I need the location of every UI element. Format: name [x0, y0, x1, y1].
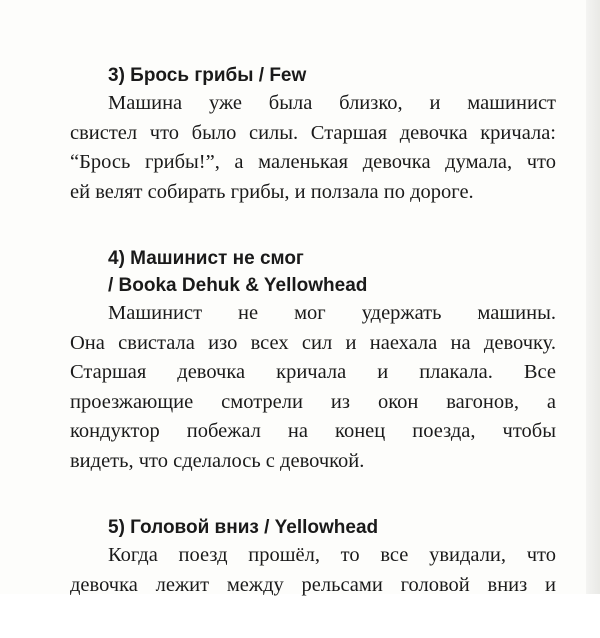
- section-paragraph: [70, 89, 556, 207]
- section-5: [70, 514, 556, 600]
- paragraph-line: Старшая девочка кричала и плакала. Все: [70, 361, 556, 383]
- section-paragraph: [70, 299, 556, 476]
- section-paragraph: [70, 541, 556, 600]
- paragraph-line: Машинист не мог удержать машины.: [108, 302, 556, 324]
- paragraph-line: ей велят собирать грибы, и ползала по дороге.: [70, 180, 474, 203]
- section-heading-credit: / Booka Dehuk & Yellowhead: [108, 275, 368, 296]
- paragraph-line: девочка лежит между рельсами головой вниз и: [70, 573, 556, 596]
- page-edge-shadow: [586, 0, 600, 594]
- paragraph-line: Она свистала изо всех сил и наехала на девочку.: [70, 331, 556, 354]
- section-heading: 4) Машинист не смог: [108, 248, 304, 269]
- section-4: [70, 245, 556, 476]
- paragraph-line: проезжающие смотрели из окон вагонов, а: [70, 390, 556, 413]
- text-column: [70, 62, 556, 638]
- paragraph-line: кондуктор побежал на конец поезда, чтобы: [70, 420, 556, 442]
- section-heading: 5) Головой вниз / Yellowhead: [108, 517, 379, 538]
- paragraph-line: видеть, что сделалось с девочкой.: [70, 449, 365, 472]
- paragraph-line: свистел что было силы. Старшая девочка кричала:: [70, 121, 556, 144]
- paragraph-line: Машина уже была близко, и машинист: [108, 92, 556, 114]
- paragraph-line: “Брось грибы!”, а маленькая девочка думала, что: [70, 151, 556, 173]
- section-3: [70, 62, 556, 207]
- paragraph-line: Когда поезд прошёл, то все увидали, что: [108, 544, 556, 566]
- section-heading: 3) Брось грибы / Few: [108, 65, 307, 86]
